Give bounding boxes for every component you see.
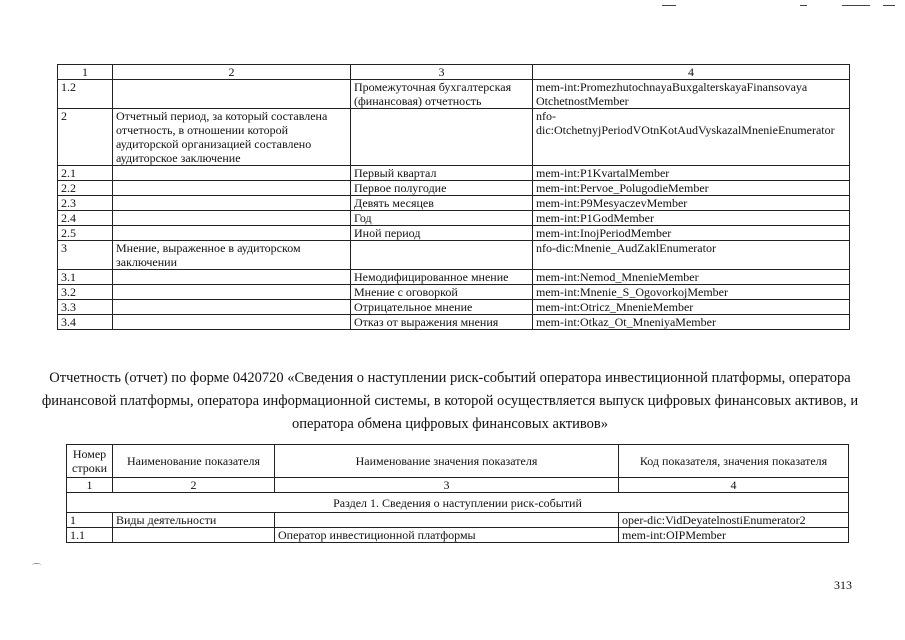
row-number-cell: 3: [58, 241, 113, 270]
column-number: 4: [619, 478, 849, 493]
table-row: [67, 528, 849, 543]
risk-events-table: [66, 444, 849, 543]
header-row: [67, 445, 849, 478]
column-number: 2: [113, 65, 351, 80]
risk-events-table-body: [67, 445, 849, 543]
code-cell: mem-int:Otricz_MnenieMember: [533, 300, 850, 315]
code-cell: mem-int:P1KvartalMember: [533, 166, 850, 181]
table-row: [58, 80, 850, 109]
table-row: [58, 166, 850, 181]
table-row: [58, 181, 850, 196]
indicator-name-cell: [113, 211, 351, 226]
table-row: [67, 513, 849, 528]
table-row: [58, 285, 850, 300]
code-cell: mem-int:OIPMember: [619, 528, 849, 543]
column-number: 3: [351, 65, 533, 80]
section-row: [67, 493, 849, 513]
table-row: [58, 241, 850, 270]
table-row: [58, 226, 850, 241]
code-cell: mem-int:Pervoe_PolugodieMember: [533, 181, 850, 196]
column-number: 3: [275, 478, 619, 493]
form-heading: Отчетность (отчет) по форме 0420720 «Сведения о наступлении риск-событий оператора инвестиционной платформы, оператора финансовой платформы, оператора информационной системы, в которой осуществляется выпуск цифровых финансовых активов, и оператора обмена цифровых финансовых активов»: [41, 370, 859, 432]
row-number-cell: 2.1: [58, 166, 113, 181]
row-number-cell: 1.1: [67, 528, 113, 543]
code-cell: nfo-dic:OtchetnyjPeriodVOtnKotAudVyskazalMnenieEnumerator: [533, 109, 850, 166]
value-name-cell: Отказ от выражения мнения: [351, 315, 533, 330]
row-number-cell: 3.1: [58, 270, 113, 285]
column-number: 1: [67, 478, 113, 493]
code-cell: mem-int:P9MesyaczevMember: [533, 196, 850, 211]
row-number-cell: 2.2: [58, 181, 113, 196]
value-name-cell: Первое полугодие: [351, 181, 533, 196]
scan-marks: [0, 0, 905, 12]
row-number-cell: 3.4: [58, 315, 113, 330]
row-number-cell: 2.3: [58, 196, 113, 211]
value-name-cell: Первый квартал: [351, 166, 533, 181]
header-cell-code: Код показателя, значения показателя: [619, 445, 849, 478]
indicator-name-cell: [113, 80, 351, 109]
value-name-cell: Год: [351, 211, 533, 226]
row-number-cell: 3.2: [58, 285, 113, 300]
indicator-name-cell: Виды деятельности: [113, 513, 275, 528]
table-row: [58, 300, 850, 315]
code-cell: mem-int:Otkaz_Ot_MneniyaMember: [533, 315, 850, 330]
value-name-cell: Отрицательное мнение: [351, 300, 533, 315]
indicator-name-cell: [113, 166, 351, 181]
attributes-table-body: [58, 65, 850, 330]
header-cell-number: Номер строки: [67, 445, 113, 478]
row-number-cell: 1.2: [58, 80, 113, 109]
code-cell: mem-int:InojPeriodMember: [533, 226, 850, 241]
column-number: 1: [58, 65, 113, 80]
indicator-name-cell: [113, 196, 351, 211]
value-name-cell: Иной период: [351, 226, 533, 241]
section-title: Раздел 1. Сведения о наступлении риск-событий: [67, 493, 849, 513]
table-row: [58, 196, 850, 211]
code-cell: mem-int:P1GodMember: [533, 211, 850, 226]
row-number-cell: 2: [58, 109, 113, 166]
code-cell: mem-int:PromezhutochnayaBuxgalterskayaFinansovaya OtchetnostMember: [533, 80, 850, 109]
value-name-cell: Промежуточная бухгалтерская (финансовая) отчетность: [351, 80, 533, 109]
indicator-name-cell: [113, 226, 351, 241]
value-name-cell: Немодифицированное мнение: [351, 270, 533, 285]
indicator-name-cell: [113, 181, 351, 196]
row-number-cell: 2.4: [58, 211, 113, 226]
value-name-cell: [351, 241, 533, 270]
value-name-cell: Мнение с оговоркой: [351, 285, 533, 300]
indicator-name-cell: [113, 270, 351, 285]
row-number-cell: 3.3: [58, 300, 113, 315]
table-row: [58, 315, 850, 330]
indicator-name-cell: Мнение, выраженное в аудиторском заключении: [113, 241, 351, 270]
indicator-name-cell: [113, 528, 275, 543]
code-cell: mem-int:Mnenie_S_OgovorkojMember: [533, 285, 850, 300]
indicator-name-cell: [113, 285, 351, 300]
table-row: [58, 211, 850, 226]
value-name-cell: Оператор инвестиционной платформы: [275, 528, 619, 543]
row-number-cell: 2.5: [58, 226, 113, 241]
indicator-name-cell: Отчетный период, за который составлена отчетность, в отношении которой аудиторской организацией составлено аудиторское заключение: [113, 109, 351, 166]
value-name-cell: [351, 109, 533, 166]
table-row: [58, 109, 850, 166]
page-number: 313: [834, 578, 852, 592]
row-number-cell: 1: [67, 513, 113, 528]
column-number: 2: [113, 478, 275, 493]
column-number: 4: [533, 65, 850, 80]
code-cell: mem-int:Nemod_MnenieMember: [533, 270, 850, 285]
code-cell: oper-dic:VidDeyatelnostiEnumerator2: [619, 513, 849, 528]
header-cell-value: Наименование значения показателя: [275, 445, 619, 478]
column-number-row: [58, 65, 850, 80]
indicator-name-cell: [113, 300, 351, 315]
scan-artifact: ⌒: [32, 563, 42, 573]
value-name-cell: [275, 513, 619, 528]
table-row: [58, 270, 850, 285]
code-cell: nfo-dic:Mnenie_AudZaklEnumerator: [533, 241, 850, 270]
column-number-row: [67, 478, 849, 493]
value-name-cell: Девять месяцев: [351, 196, 533, 211]
indicator-name-cell: [113, 315, 351, 330]
header-cell-name: Наименование показателя: [113, 445, 275, 478]
attributes-table: [57, 64, 850, 330]
